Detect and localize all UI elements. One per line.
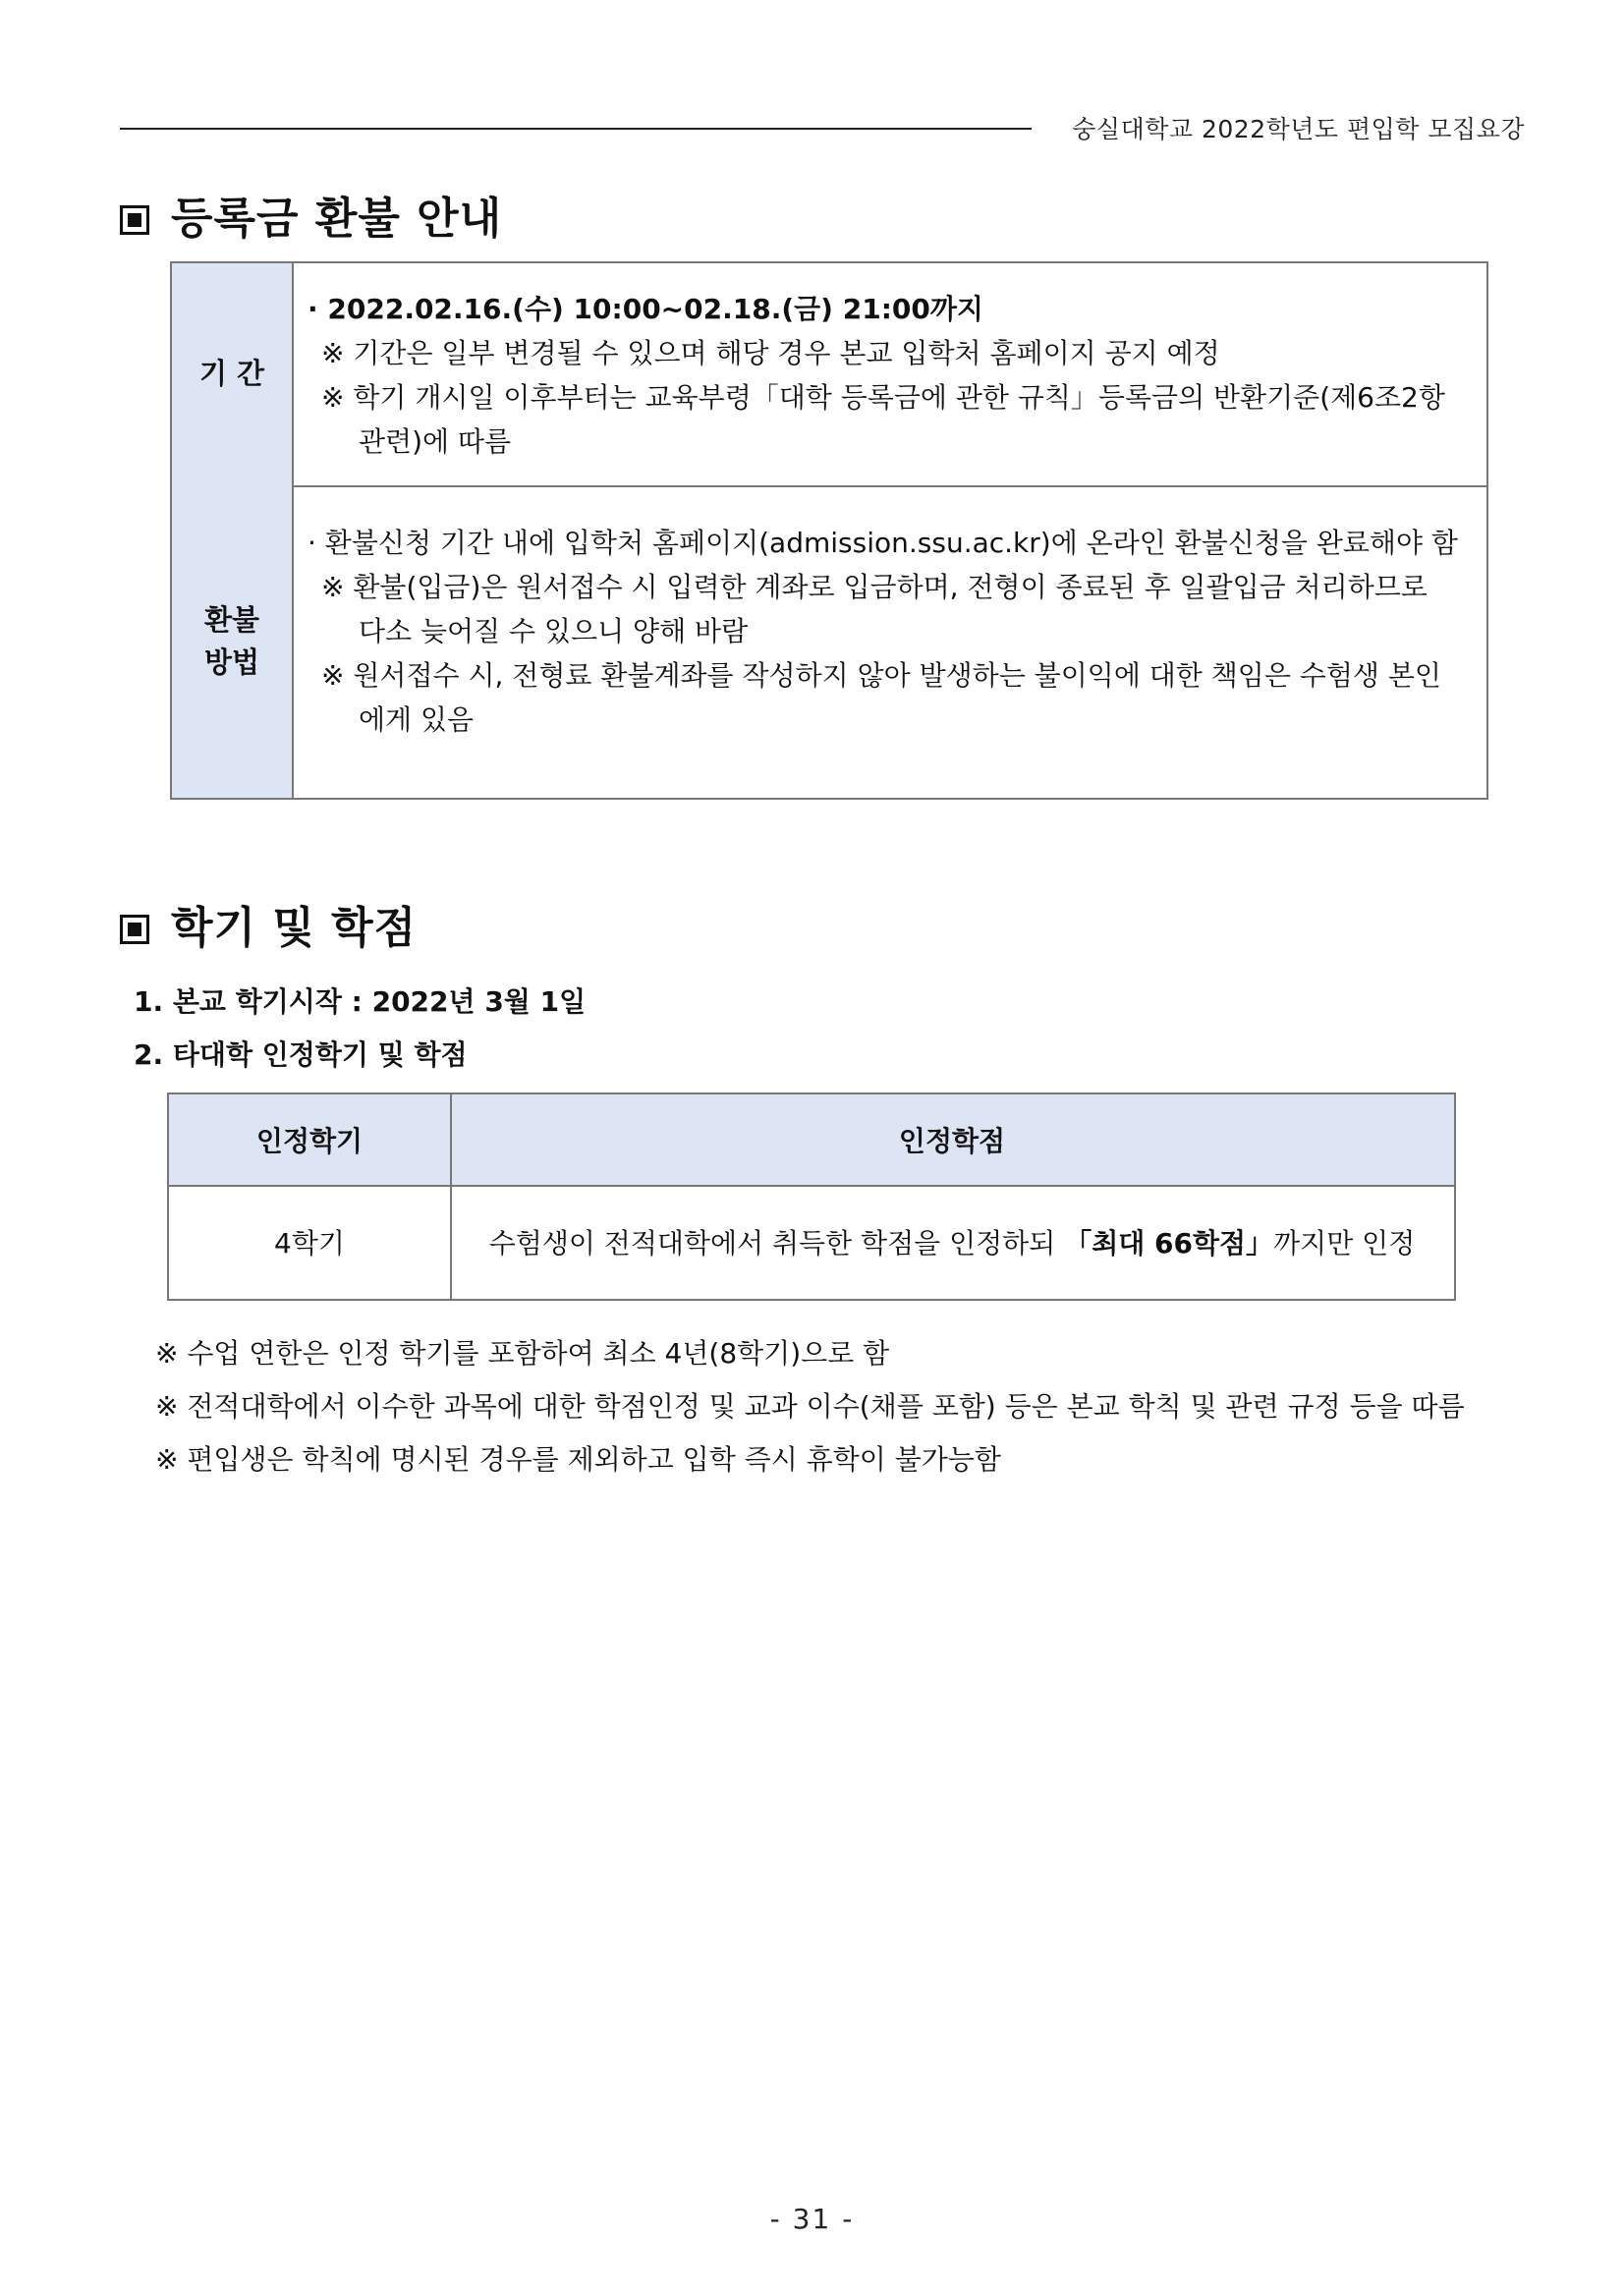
transfer-credit-item: 2. 타대학 인정학기 및 학점	[134, 1038, 468, 1071]
method-instruction: · 환불신청 기간 내에 입학처 홈페이지(admission.ssu.ac.kr)에 온라인 환불신청을 완료해야 함	[308, 527, 1458, 559]
period-note: ※ 학기 개시일 이후부터는 교육부령「대학 등록금에 관한 규칙」등록금의 반환기준(제6조2항	[321, 381, 1445, 414]
method-label	[172, 485, 294, 798]
section-title-credit-text: 학기 및 학점	[171, 903, 418, 953]
credit-note: ※ 수업 연한은 인정 학기를 포함하여 최소 4년(8학기)으로 함	[155, 1337, 890, 1370]
method-content	[292, 485, 1486, 798]
method-note: ※ 원서접수 시, 전형료 환불계좌를 작성하지 않아 발생하는 불이익에 대한 책임은 수험생 본인	[321, 659, 1441, 692]
filled-square-icon	[120, 915, 149, 944]
header-semester: 인정학기	[169, 1094, 452, 1185]
method-note-continued: 에게 있음	[359, 703, 475, 736]
period-note: ※ 기간은 일부 변경될 수 있으며 해당 경우 본교 입학처 홈페이지 공지 예정	[321, 337, 1220, 369]
credit-text-prefix: 수험생이 전적대학에서 취득한 학점을 인정하되	[488, 1227, 1056, 1260]
section-title-refund	[120, 183, 502, 246]
document-header: 숭실대학교 2022학년도 편입학 모집요강	[1072, 115, 1525, 143]
method-note: ※ 환불(입금)은 원서접수 시 입력한 계좌로 입금하며, 전형이 종료된 후 일괄입금 처리하므로	[321, 571, 1428, 603]
credit-table-row	[169, 1185, 1454, 1299]
refund-row-method	[172, 485, 1486, 798]
header-credit: 인정학점	[898, 1125, 1006, 1157]
refund-row-period	[172, 263, 1486, 487]
semester-start-item: 1. 본교 학기시작 : 2022년 3월 1일	[134, 985, 587, 1018]
method-label-line: 환불	[203, 602, 260, 637]
credit-table-header	[169, 1094, 1454, 1187]
credit-note: ※ 편입생은 학칙에 명시된 경우를 제외하고 입학 즉시 휴학이 불가능함	[155, 1443, 1001, 1476]
period-dates: · 2022.02.16.(수) 10:00~02.18.(금) 21:00까지	[308, 293, 983, 325]
period-note-continued: 관련)에 따름	[359, 425, 512, 458]
period-label: 기 간	[172, 263, 294, 485]
credit-note: ※ 전적대학에서 이수한 과목에 대한 학점인정 및 교과 이수(채플 포함) 등은 본교 학칙 및 관련 규정 등을 따름	[155, 1390, 1465, 1423]
filled-square-icon	[120, 205, 149, 235]
credit-recognition-table	[167, 1092, 1456, 1301]
method-note-continued: 다소 늦어질 수 있으니 양해 바람	[359, 615, 749, 647]
section-title-refund-text: 등록금 환불 안내	[171, 194, 503, 244]
cell-credit	[450, 1185, 1454, 1299]
refund-info-table	[170, 261, 1488, 800]
credit-max-highlight: 「최대 66학점」	[1064, 1227, 1274, 1260]
page-number: - 31 -	[769, 2203, 855, 2235]
period-content	[292, 263, 1486, 485]
cell-semester: 4학기	[169, 1185, 452, 1299]
method-label-line: 방법	[203, 645, 260, 679]
header-rule	[120, 128, 1032, 130]
credit-text-suffix: 까지만 인정	[1273, 1227, 1416, 1260]
section-title-credit	[120, 892, 417, 955]
